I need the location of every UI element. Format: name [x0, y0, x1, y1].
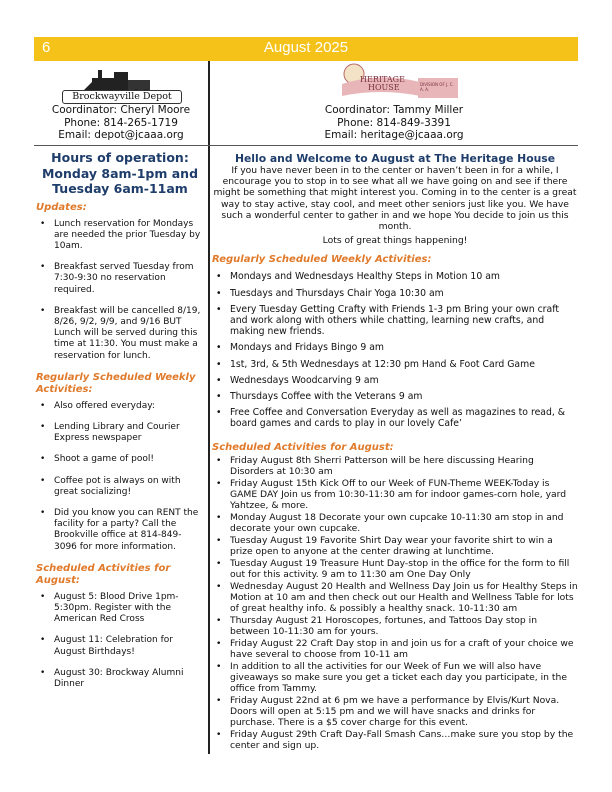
list-item: • Friday August 29th Craft Day-Fall Smash Cans…make sure you stop by the center and sign up.: [212, 729, 578, 751]
list-item: • August 11: Celebration for August Birthdays!: [36, 635, 204, 657]
column-divider: [208, 61, 210, 754]
page-month-title: August 2025: [263, 39, 349, 56]
heritage-scheduled-heading: Scheduled Activities for August:: [212, 441, 394, 453]
page-number: 6: [42, 39, 51, 56]
welcome-body: If you have never been in to the center or haven’t been in for a while, I encourage you to stop in to see what all we have going on and see if there might be something that might interest you. Coming in to the center is a great way to stay active, stay cool, and meet other seniors just like you. We have such a wonderful center to gather in and we hope You decide to join us this month.: [213, 165, 577, 233]
list-item: • Breakfast will be cancelled 8/19, 8/26, 9/2, 9/9, and 9/16 BUT Lunch will be served during this time at 11:30. You must make a reservation for lunch.: [36, 306, 204, 362]
list-item: • Free Coffee and Conversation Everyday as well as magazines to read, & board games and cards to play in our lovely Cafe’: [212, 407, 578, 429]
heritage-logo-line1: HERITAGE: [360, 75, 405, 84]
depot-weekly-list: [36, 401, 204, 553]
list-item: • Tuesdays and Thursdays Chair Yoga 10:30 am: [212, 288, 578, 299]
heritage-weekly-heading: Regularly Scheduled Weekly Activities:: [212, 254, 432, 266]
hours-title: Hours of operation:: [51, 150, 189, 165]
welcome-title: Hello and Welcome to August at The Heritage House: [234, 152, 556, 165]
list-item: • Friday August 8th Sherri Patterson will be here discussing Hearing Disorders at 10:30 am: [212, 455, 578, 477]
list-item: • Monday August 18 Decorate your own cupcake 10-11:30 am stop in and decorate your own cupcake.: [212, 512, 578, 534]
list-item: • Tuesday August 19 Favorite Shirt Day wear your favorite shirt to win a prize open to anyone at the center drawing at lunchtime.: [212, 535, 578, 557]
depot-scheduled-list: [36, 592, 204, 690]
depot-weekly-heading: Regularly Scheduled Weekly Activities:: [36, 371, 196, 395]
brockwayville-depot-logo: [62, 64, 182, 104]
heritage-scheduled-list: [212, 455, 578, 751]
list-item: • Thursday August 21 Horoscopes, fortunes, and Tattoos Day stop in between 10-11:30 am for yours.: [212, 615, 578, 637]
hours-of-operation: [36, 150, 204, 197]
list-item: • 1st, 3rd, & 5th Wednesdays at 12:30 pm Hand & Foot Card Game: [212, 359, 578, 370]
list-item: • August 5: Blood Drive 1pm-5:30pm. Register with the American Red Cross: [36, 592, 204, 626]
hours-line-2: Tuesday 6am-11am: [52, 181, 188, 196]
welcome-closing: Lots of great things happening!: [322, 235, 468, 247]
list-item: • Wednesday August 20 Health and Wellness Day Join us for Healthy Steps in Motion at 10 am and then check out our Health and Wellness Table for lots of great healthy info. & possibly a healthy snack. 10-11:30 am: [212, 581, 578, 614]
depot-contact-info: [34, 104, 208, 142]
heritage-logo-banner: DIVISION OF J. C. A. A.: [420, 82, 454, 92]
list-item: • In addition to all the activities for our Week of Fun we will also have giveaways so make sure you get a ticket each day you participate, in the office from Tammy.: [212, 661, 578, 694]
list-item: • Every Tuesday Getting Crafty with Friends 1-3 pm Bring your own craft and work along with others while chatting, learning new crafts, and making new friends.: [212, 304, 578, 338]
depot-column: [36, 150, 204, 700]
header-bar: [34, 37, 578, 61]
depot-scheduled-heading: Scheduled Activities for August:: [36, 562, 171, 586]
hours-line-1: Monday 8am-1pm and: [41, 165, 199, 181]
list-item: • August 30: Brockway Alumni Dinner: [36, 668, 204, 690]
depot-email[interactable]: Email: depot@jcaaa.org: [58, 129, 184, 141]
heritage-phone: Phone: 814-849-3391: [337, 116, 451, 129]
list-item: • Friday August 22 Craft Day stop in and join us for a craft of your choice we have several to choose from 10-11 am: [212, 638, 578, 660]
heritage-house-logo: [340, 62, 460, 104]
header-divider: [34, 145, 578, 146]
updates-heading: Updates:: [36, 201, 87, 213]
heritage-logo-line2: HOUSE: [368, 83, 400, 92]
list-item: • Mondays and Fridays Bingo 9 am: [212, 342, 578, 353]
list-item: • Wednesdays Woodcarving 9 am: [212, 375, 578, 386]
list-item: • Coffee pot is always on with great socializing!: [36, 476, 204, 498]
list-item: • Also offered everyday:: [36, 401, 204, 412]
list-item: • Lending Library and Courier Express newspaper: [36, 422, 204, 444]
updates-list: [36, 219, 204, 362]
depot-phone: Phone: 814-265-1719: [64, 116, 178, 129]
list-item: • Shoot a game of pool!: [36, 454, 204, 465]
depot-logo-text: Brockwayville Depot: [62, 90, 182, 104]
list-item: • Lunch reservation for Mondays are needed the prior Tuesday by 10am.: [36, 219, 204, 253]
list-item: • Friday August 15th Kick Off to our Week of FUN-Theme WEEK-Today is GAME DAY Join us from 10:30-11:30 am for indoor games-corn hole, yard Yahtzee, & more.: [212, 478, 578, 511]
list-item: • Did you know you can RENT the facility for a party? Call the Brookville office at 814-849-3096 for more information.: [36, 508, 204, 553]
heritage-email[interactable]: Email: heritage@jcaaa.org: [324, 129, 464, 141]
heritage-weekly-list: [212, 271, 578, 429]
list-item: • Friday August 22nd at 6 pm we have a performance by Elvis/Kurt Nova. Doors will open at 5:15 pm and we will have snacks and drinks for purchase. There is a $5 cover charge for this event.: [212, 695, 578, 728]
list-item: • Breakfast served Tuesday from 7:30-9:30 no reservation required.: [36, 262, 204, 296]
list-item: • Mondays and Wednesdays Healthy Steps in Motion 10 am: [212, 271, 578, 282]
heritage-column: [212, 152, 578, 752]
list-item: • Thursdays Coffee with the Veterans 9 am: [212, 391, 578, 402]
list-item: • Tuesday August 19 Treasure Hunt Day-stop in the office for the form to fill out for this activity. 9 am to 11:30 am One Day Only: [212, 558, 578, 580]
heritage-contact-info: [210, 104, 578, 142]
depot-coordinator: Coordinator: Cheryl Moore: [51, 104, 191, 116]
heritage-coordinator: Coordinator: Tammy Miller: [324, 104, 464, 116]
